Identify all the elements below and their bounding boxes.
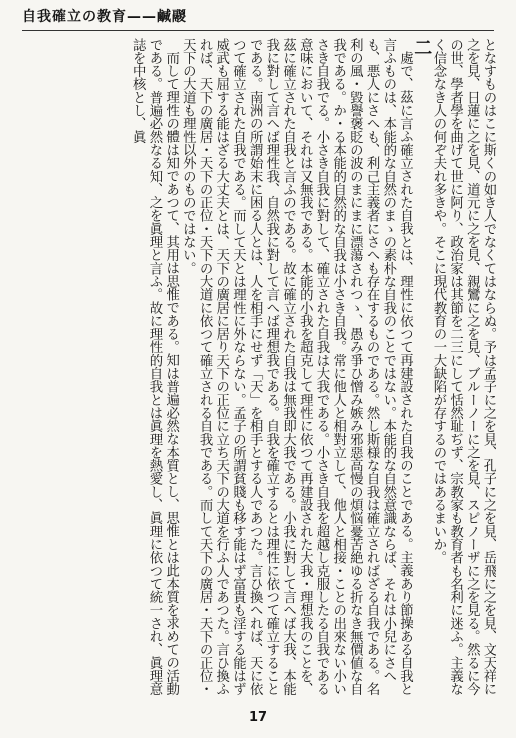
- paragraph-1: となすものはこに斯くの如き人でなくてはならぬ。予は孟子に之を見、孔子に之を見、岳飛に之を見、文天祥に之を見、日蓮に之を見、道元に之を見、親鸞に之を見、ブルーノーに之を見、スピノーザに之を見る。然るに今の世、學者學を曲げて世に阿り、政治家は其節を二三にして恬然耻ぢず、宗教家も教育者も名利に迷ふ。主義なく信念なき人の何ぞ夫れ多きや。そこに現代教育の一大缺陷が存するのではあるまいか。: [430, 38, 496, 696]
- page-number: 17: [248, 710, 268, 725]
- running-title: 自我確立の教育——鹹鬷: [22, 9, 187, 25]
- running-header: [22, 8, 494, 31]
- vertical-body-text: [24, 38, 496, 700]
- section-number: 二: [411, 38, 433, 56]
- paragraph-3: 而して理性の體は知であつて、其用は思惟である。知は普遍必然な本質とし、思惟とは此本質を求めての活動である。普遍必然なる知、之を眞理と言ふ。故に理性的自我とは眞理を熱愛し、眞理に依つて統一され、眞理意誌を中核とし、眞: [130, 38, 179, 696]
- paragraph-2: 處で、茲に言ふ確立された自我とは、理性に依つて再建設された自我のことである。主義あり節操ある自我と言ふものは、本能的な自然のまゝの素朴な自我のことではない。本能的な自然意識ならば、それは小兒にさへも、悪人にさへも、利己主義者にさへも存在するものである。然し斯様な自我は確立さればざる自我である。名利の風・毀譽褒貶の波のまにまに漂蕩されつゝ、愚み爭ひ憎み嫉み邪惡高慢の煩悩憂苦絶ゆる折なき無價値な自我である。か・る本能的自然的な自我は小さき自我。常に他人と相對立して、他人と相接・ことの出來ない小いさき自我でる。小さき自我に對して、確立された自我は大我である。小さき自我を超越し克服したる自我である意味において、それは又無我である。本能的小我を超克して理性に依つて再建設された大我・理想我のことを、茲に確立された自我と言ふのである。故に確立された自我は無我即大我である。小我に對して言へば大我、本能我に對して言へば理性我、自然我に對して言へば理想我である。自我を確立するとは理性に依つて確立することである。南洲の所謂始末に困る人とは、人を相手にせず「天」を相手とする人であつた。言ひ換へれば、天に依つて確立された自我である。而して天とは理性に外ならない。孟子の所謂貧賤も移す能はず富貴も淫する能はず威武も屈する能はざる大丈夫とは、天下の廣居に居り天下の正位に立ち天下の大道を行ふ人であつた。言ひ換ふれば、天下の廣居・天下の正位・天下の大道に依つて確立される自我である。而して天下の廣居・天下の正位・天下の大道も理性以外のものではない。: [180, 38, 413, 696]
